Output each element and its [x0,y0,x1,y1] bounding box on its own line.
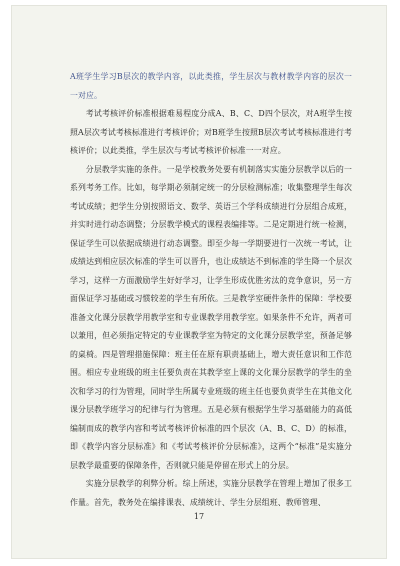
paragraph-1-text: A班学生学习B层次的教学内容，以此类推，学生层次与教材教学内容的层次一一对应。 [70,72,352,100]
paragraph-1 [70,68,352,105]
paragraph-3: 分层教学实施的条件。一是学校教务处要有机制落实实施分层教学以后的一系列考务工作。比如，每学期必须制定统一的分层检测标准；收集整理学生每次考试成绩；把学生分别按照语文、数学、英语三个学科成绩进行分层组合成班，并实时进行动态调整；分层教学模式的课程表编排等。二是定期进行统一检测，保证学生可以依据成绩进行动态调整。即至少每一学期要进行一次统一考试，让成绩达到相应层次标准的学生可以晋升，也让成绩达不到标准的学生降一个层次学习，这样一方面激励学生好好学习，让学生形成优胜劣汰的竞争意识，另一方面保证学习基础或习惯较差的学生有所依。三是教学室硬件条件的保障：学校要准备文化课分层教学用教学室和专业课教学用教学室。如果条件不允许，两者可以兼用，但必须指定特定的专业课教学室为特定的文化课分层教学室，预备足够的桌椅。四是管理措施保障：班主任在原有职责基础上，增大责任意识和工作范围。相应专业班级的班主任要负责在其教学室上课的文化课分层教学的学生的坐次和学习的行为管理，同时学生所属专业班级的班主任也要负责学生在其他文化课分层教学班学习的纪律与行为管理。五是必须有根据学生学习基础能力的高低编制而成的教学内容和考试考核评价标准的四个层次（A、B、C、D）的标准，即《教学内容分层标准》和《考试考核评价分层标准》，这两个“标准”是实施分层教学最重要的保障条件，否则就只能是停留在形式上的分层。 [70,164,352,470]
paragraph-2: 考试考核评价标准根据难易程度分成A、B、C、D四个层次，对A班学生按照A层次考试考核标准进行考核评价；对B班学生按照B层次考试考核标准进行考核评价；以此类推，学生层次与考试考核评价标准一一对应。 [70,109,352,155]
page-body [70,68,352,512]
paragraph-4: 实施分层教学的利弊分析。综上所述，实施分层教学在管理上增加了很多工作量。首先，教务处在编排课表、成绩统计、学生分层组班、教师管理、 [70,479,352,507]
page-number: 17 [193,512,205,521]
document-page [12,6,386,558]
